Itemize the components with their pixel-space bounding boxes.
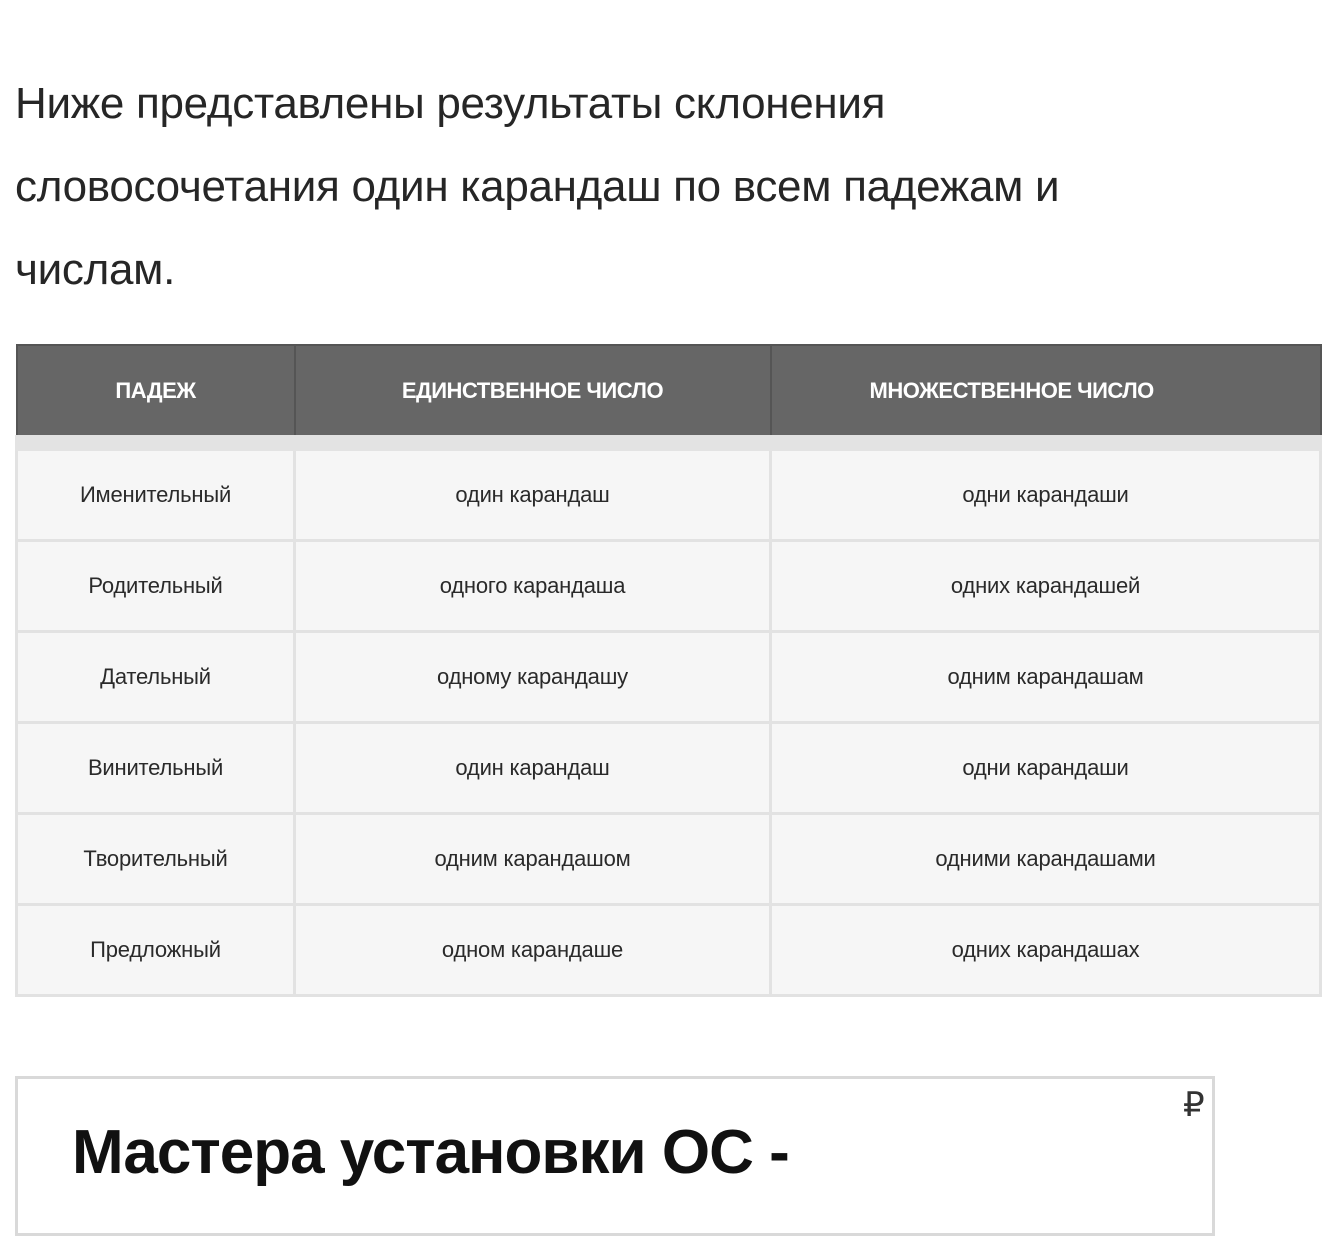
table-row (17, 632, 1321, 723)
ad-card[interactable] (15, 1076, 1215, 1236)
table-header-row (17, 345, 1321, 443)
table-row (17, 905, 1321, 996)
cell-case: Дательный (17, 632, 295, 723)
cell-singular: одному карандашу (295, 632, 771, 723)
ruble-icon: ₽ (1183, 1085, 1205, 1125)
cell-plural: одни карандаши (771, 443, 1321, 541)
cell-plural: одних карандашей (771, 541, 1321, 632)
table-row (17, 541, 1321, 632)
cell-singular: один карандаш (295, 443, 771, 541)
cell-plural: одними карандашами (771, 814, 1321, 905)
table-row (17, 443, 1321, 541)
cell-case: Предложный (17, 905, 295, 996)
cell-plural: одни карандаши (771, 723, 1321, 814)
cell-plural: одним карандашам (771, 632, 1321, 723)
cell-case: Именительный (17, 443, 295, 541)
ad-title[interactable]: Мастера установки ОС - (72, 1118, 789, 1187)
cell-singular: один карандаш (295, 723, 771, 814)
table-row (17, 814, 1321, 905)
cell-singular: одного карандаша (295, 541, 771, 632)
cell-singular: одним карандашом (295, 814, 771, 905)
cell-case: Творительный (17, 814, 295, 905)
cell-plural: одних карандашах (771, 905, 1321, 996)
intro-paragraph: Ниже представлены результаты склонения словосочетания один карандаш по всем падежам и числам. (15, 79, 1060, 294)
cell-singular: одном карандаше (295, 905, 771, 996)
declension-table (15, 344, 1322, 997)
table-row (17, 723, 1321, 814)
header-singular: ЕДИНСТВЕННОЕ ЧИСЛО (295, 345, 771, 443)
cell-case: Родительный (17, 541, 295, 632)
cell-case: Винительный (17, 723, 295, 814)
header-case: ПАДЕЖ (17, 345, 295, 443)
header-plural: МНОЖЕСТВЕННОЕ ЧИСЛО (771, 345, 1321, 443)
